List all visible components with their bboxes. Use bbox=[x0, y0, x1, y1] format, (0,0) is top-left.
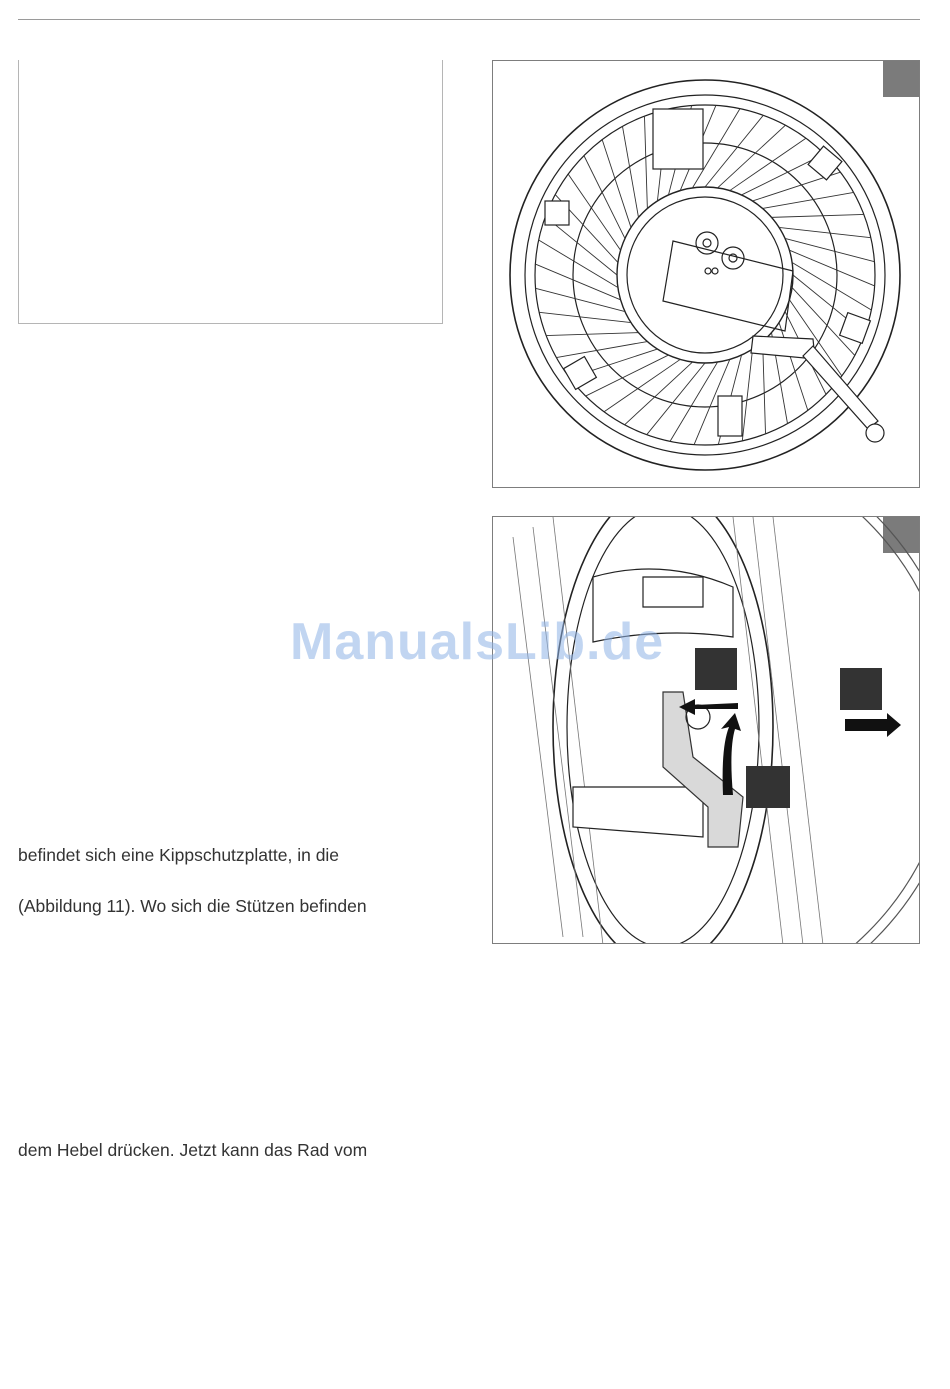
wheel-spoke bbox=[622, 126, 638, 217]
wheel-spoke bbox=[568, 174, 620, 250]
wheel-spoke bbox=[779, 227, 871, 237]
wheel-spoke bbox=[779, 323, 808, 411]
wheel-spoke bbox=[792, 262, 871, 309]
watermark: ManualsLib.de bbox=[290, 613, 665, 671]
wheel-spoke bbox=[763, 192, 854, 208]
wheel-spoke bbox=[644, 116, 647, 208]
note-box bbox=[18, 60, 443, 324]
wheel-spoke bbox=[546, 333, 638, 336]
wheel-spoke bbox=[602, 140, 631, 228]
body-text-line: befindet sich eine Kippschutzplatte, in die bbox=[18, 845, 340, 865]
figure-wheel-hub bbox=[492, 60, 920, 488]
wheel-spoke bbox=[647, 363, 705, 435]
wheel-spoke bbox=[670, 362, 717, 441]
header-rule bbox=[18, 19, 920, 20]
figure-lever-detail bbox=[492, 516, 920, 944]
body-text-line: (Abbildung 11). Wo sich die Stützen befinden bbox=[18, 896, 367, 916]
wheel-spoke bbox=[556, 342, 647, 358]
wheel-spoke bbox=[763, 342, 766, 434]
wheel-spoke bbox=[785, 238, 874, 261]
wheel-spoke bbox=[742, 349, 752, 441]
wheel-spoke bbox=[705, 115, 763, 187]
wheel-spoke bbox=[536, 288, 625, 311]
body-text-line: dem Hebel drücken. Jetzt kann das Rad vom bbox=[18, 1140, 368, 1160]
wheel-spoke bbox=[539, 312, 631, 322]
wheel-spoke bbox=[604, 359, 680, 411]
wheel-spoke bbox=[730, 138, 806, 190]
wheel-hub-illustration bbox=[493, 61, 920, 488]
wheel-spoke bbox=[772, 214, 864, 217]
lever-detail-illustration bbox=[493, 517, 920, 944]
wheel-spoke bbox=[539, 240, 618, 287]
